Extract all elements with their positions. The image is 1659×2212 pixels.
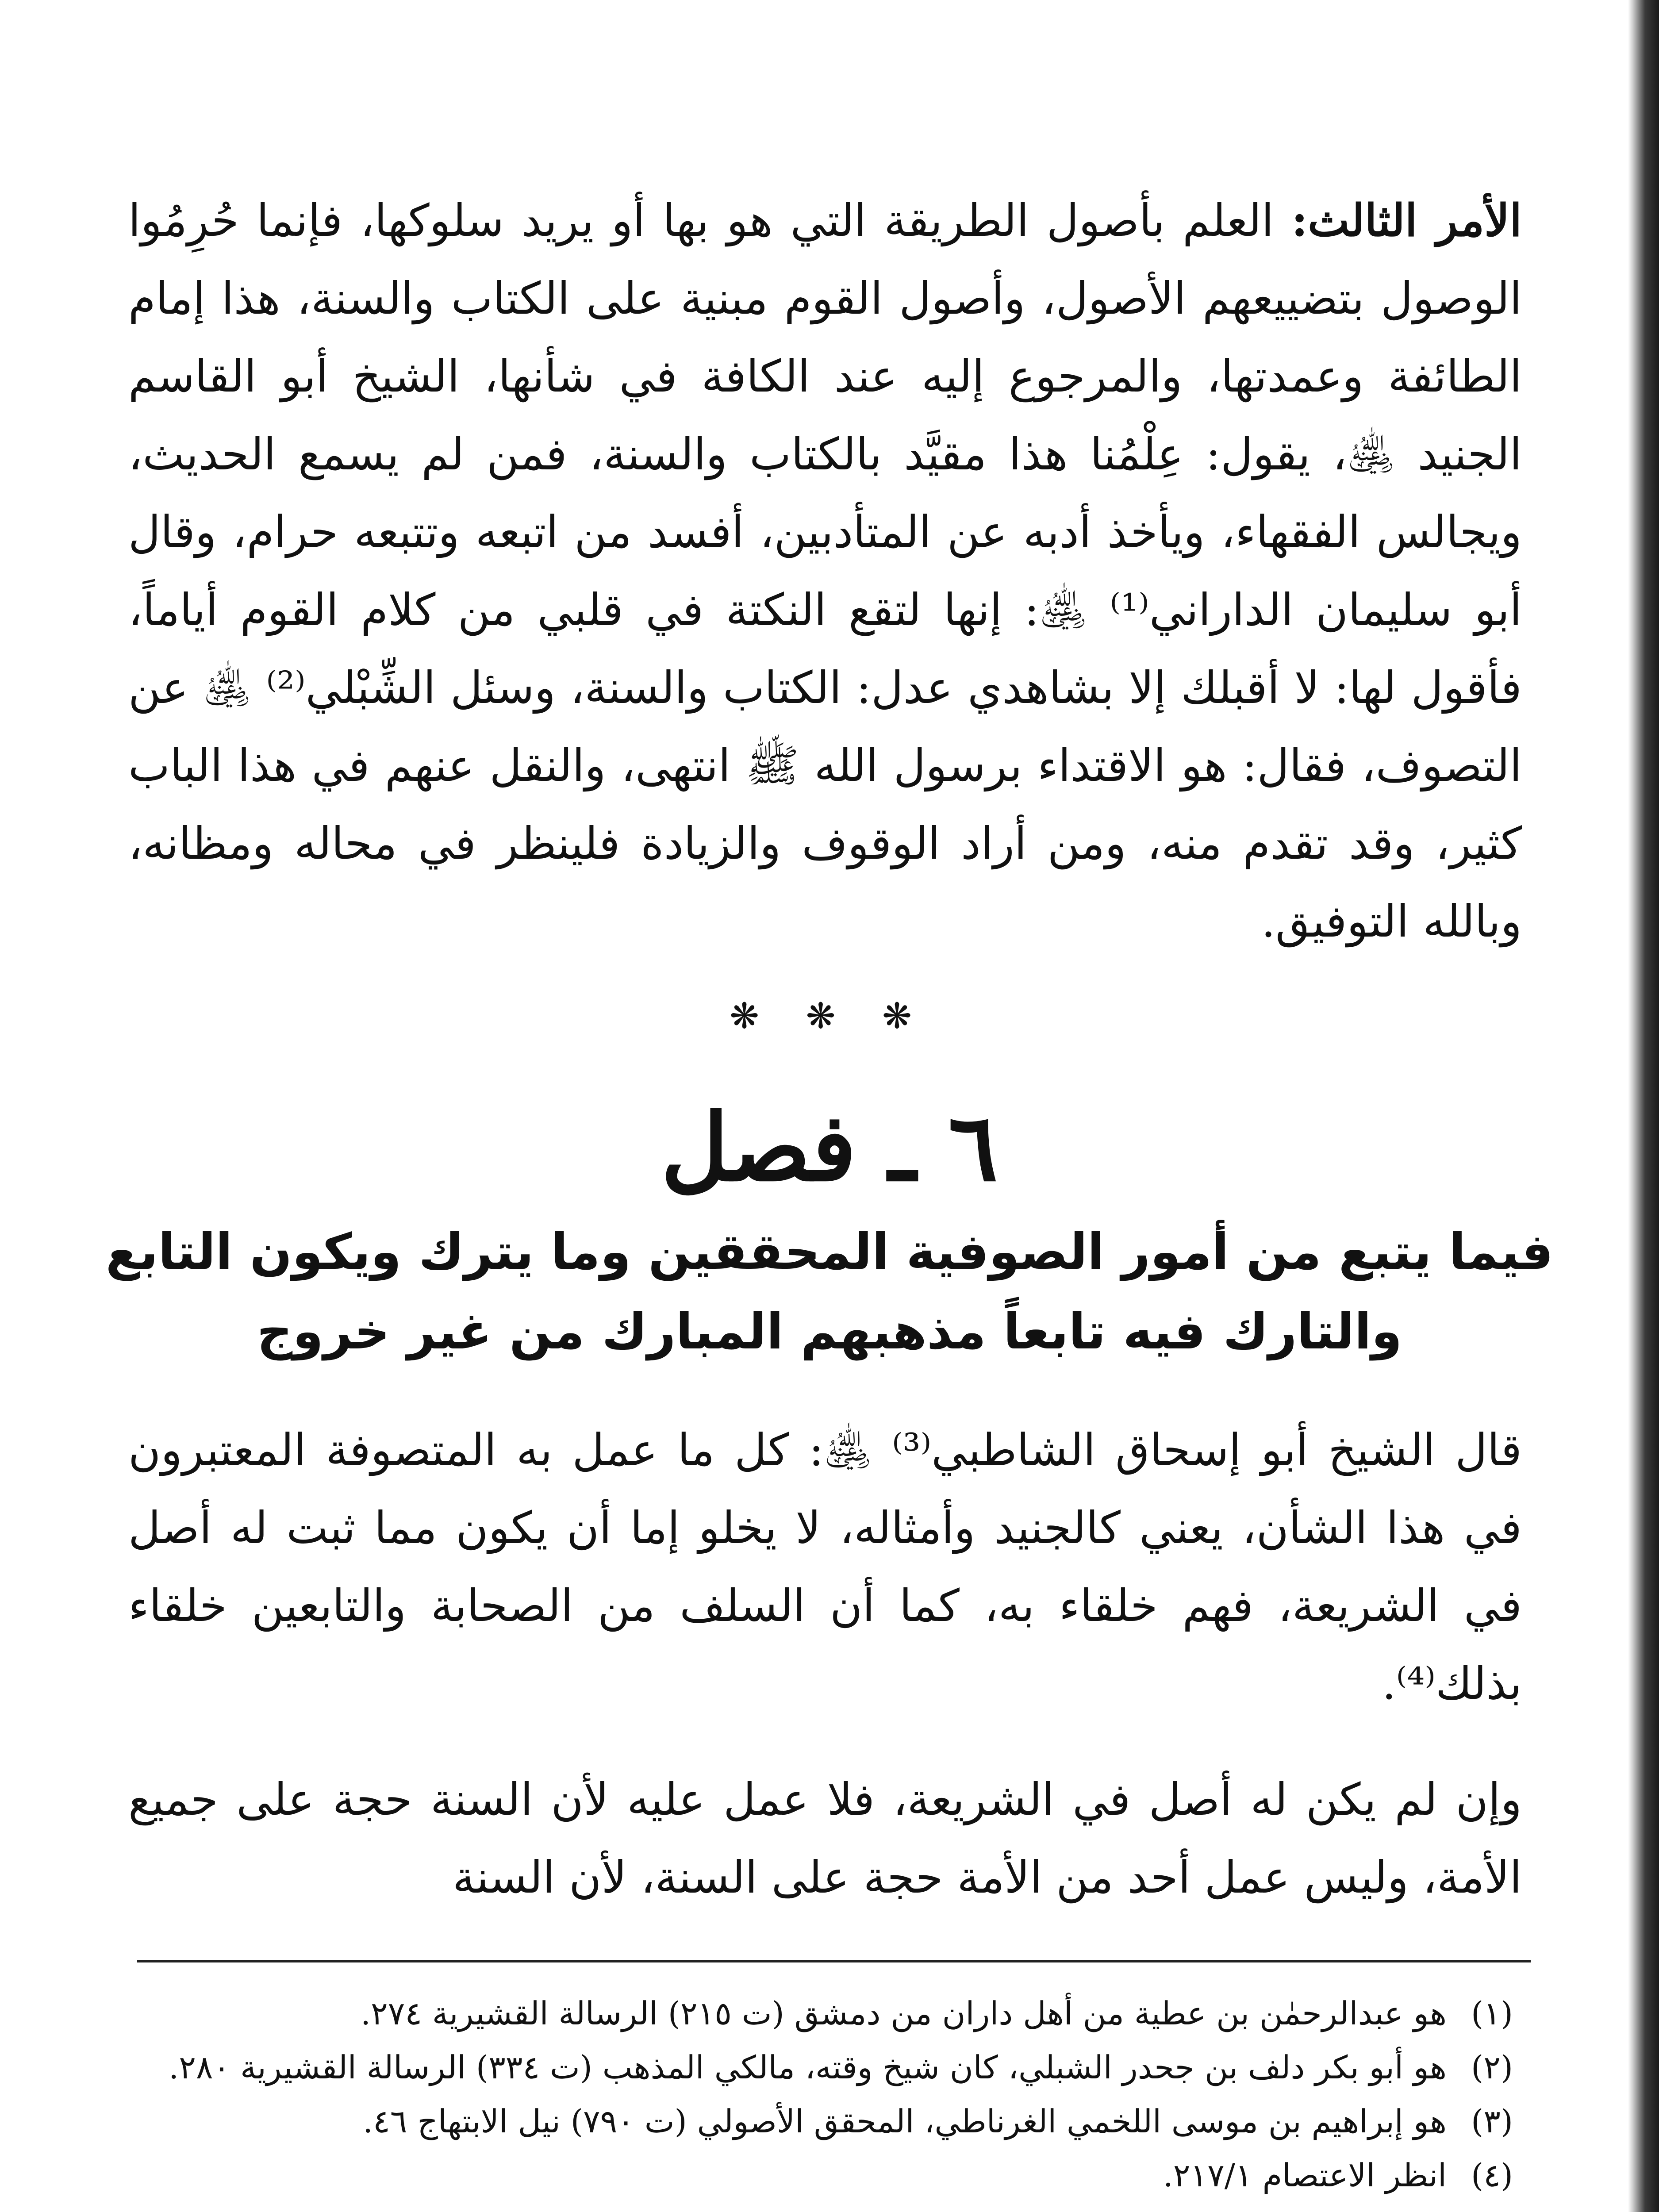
footnote-2 bbox=[128, 2043, 1513, 2092]
footnote-divider bbox=[137, 1960, 1531, 1962]
footnote-number: (٤) bbox=[1471, 2157, 1513, 2194]
paragraph-1 bbox=[128, 181, 1522, 960]
footnote-number: (١) bbox=[1471, 1995, 1513, 2032]
footnote-1 bbox=[128, 1989, 1513, 2038]
section-separator: ❋ ❋ ❋ bbox=[730, 995, 929, 1037]
footnote-text: هو إبراهيم بن موسى اللخمي الغرناطي، المحقق الأصولي (ت ٧٩٠) نيل الابتهاج ٤٦. bbox=[363, 2103, 1447, 2140]
paragraph-1-text bbox=[128, 181, 1522, 960]
footnote-text: انظر الاعتصام ٢١٧/١. bbox=[1163, 2157, 1447, 2194]
footnote-4 bbox=[128, 2151, 1513, 2200]
paragraph-2-text: قال الشيخ أبو إسحاق الشاطبي⁽³⁾ ﵁: كل ما عمل به المتصوفة المعتبرون في هذا الشأن، يعني كالجنيد وأمثاله، لا يخلو إما أن يكون مما ثبت له أصل في الشريعة، فهم خلقاء به، كما أن السلف من الصحابة والتابعين خلقاء بذلك⁽⁴⁾. bbox=[128, 1424, 1522, 1709]
footnotes bbox=[128, 1989, 1513, 2204]
chapter-subtitle-line-2: والتارك فيه تابعاً مذهبهم المبارك من غير خروج bbox=[257, 1303, 1402, 1360]
paragraph-1-lead: الأمر الثالث: bbox=[1291, 194, 1522, 246]
chapter-subtitle-line-1: فيما يتبع من أمور الصوفية المحققين وما يترك ويكون التابع bbox=[105, 1223, 1554, 1281]
paragraph-3 bbox=[128, 1761, 1522, 1916]
footnote-3 bbox=[128, 2097, 1513, 2146]
paragraph-2 bbox=[128, 1411, 1522, 1723]
chapter-title: ٦ ـ فصل bbox=[661, 1093, 998, 1202]
paragraph-1-body: العلم بأصول الطريقة التي هو بها أو يريد سلوكها، فإنما حُرِمُوا الوصول بتضييعهم الأصول، وأصول القوم مبنية على الكتاب والسنة، هذا إمام الطائفة وعمدتها، والمرجوع إليه عند الكافة في شأنها، الشيخ أبو القاسم الجنيد ﵁، يقول: عِلْمُنا هذا مقيَّد بالكتاب والسنة، فمن لم يسمع الحديث، ويجالس الفقهاء، ويأخذ أدبه عن المتأدبين، أفسد من اتبعه وتتبعه حرام، وقال أبو سليمان الداراني⁽¹⁾ ﵁: إنها لتقع النكتة في قلبي من كلام القوم أياماً، فأقول لها: لا أقبلك إلا بشاهدي عدل: الكتاب والسنة، وسئل الشِّبْلي⁽²⁾ ﵁ عن التصوف، فقال: هو الاقتداء برسول الله ﷺ انتهى، والنقل عنهم في هذا الباب كثير، وقد تقدم منه، ومن أراد الوقوف والزيادة فلينظر في محاله ومظانه، وبالله التوفيق. bbox=[128, 195, 1522, 947]
footnote-number: (٢) bbox=[1471, 2049, 1513, 2086]
footnote-text: هو عبدالرحمٰن بن عطية من أهل داران من دمشق (ت ٢١٥) الرسالة القشيرية ٢٧٤. bbox=[361, 1995, 1447, 2032]
footnote-text: هو أبو بكر دلف بن جحدر الشبلي، كان شيخ وقته، مالكي المذهب (ت ٣٣٤) الرسالة القشيرية ٢٨٠. bbox=[169, 2049, 1447, 2086]
footnote-number: (٣) bbox=[1471, 2103, 1513, 2140]
paragraph-3-text: وإن لم يكن له أصل في الشريعة، فلا عمل عليه لأن السنة حجة على جميع الأمة، وليس عمل أحد من الأمة حجة على السنة، لأن السنة bbox=[128, 1774, 1522, 1903]
